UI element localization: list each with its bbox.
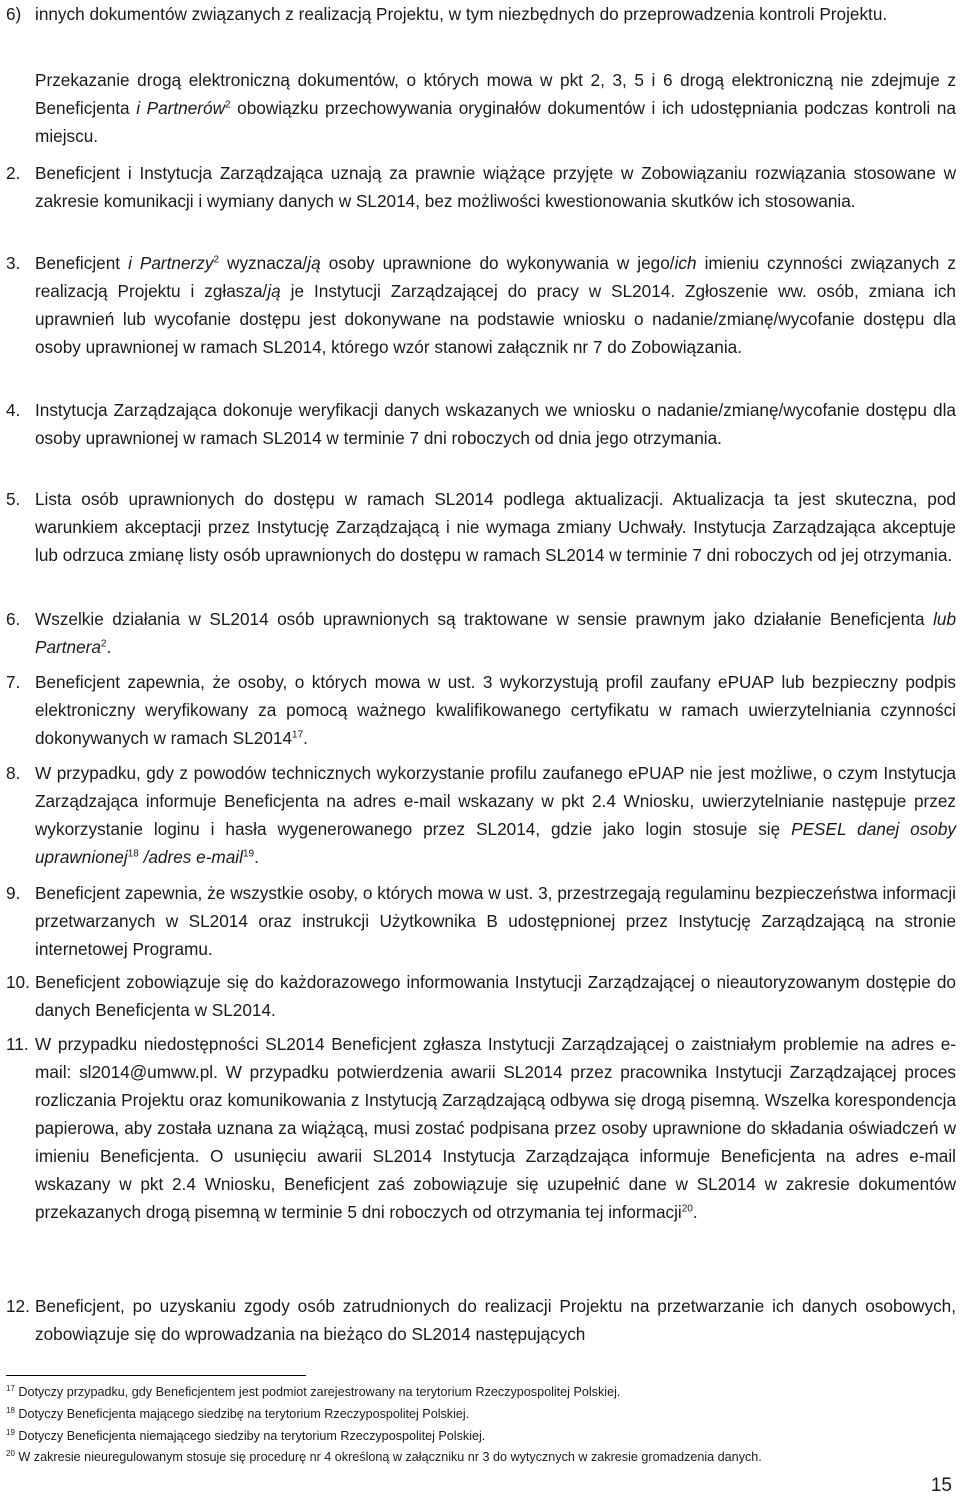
item-text: Lista osób uprawnionych do dostępu w ramach SL2014 podlega aktualizacji. Aktualizacja ta jest skuteczna, pod warunkiem akceptacji przez Instytucję Zarządzającą i nie wymaga zmiany Uchwały. Instytucja Zarządzająca akceptuje lub odrzuca zmianę listy osób uprawnionych do dostępu w ramach SL2014 w terminie 7 dni roboczych od jej otrzymania.	[35, 489, 956, 565]
item-number: 4.	[6, 400, 21, 420]
item-number: 8.	[6, 763, 21, 783]
list-item-10	[6, 968, 956, 1024]
item-text: Beneficjent i Partnerzy$^2$ wyznacza/ją osoby uprawnione do wykonywania w jego/ich imieniu czynności związanych z realizacją Projektu i zgłasza/ją je Instytucji Zarządzającej do pracy w SL2014. Zgłoszenie ww. osób, zmiana ich uprawnień lub wycofanie dostępu jest dokonywane na podstawie wniosku o nadanie/zmianę/wycofanie dostępu dla osoby uprawnionej w ramach SL2014, którego wzór stanowi załącznik nr 7 do Zobowiązania.	[35, 253, 956, 357]
footnote-separator	[6, 1375, 306, 1376]
intro-text-1: Przekazanie drogą elektroniczną dokumentów, o których mowa w pkt 2, 3, 5 i 6 drogą elektroniczną nie zdejmuje z Beneficjenta	[35, 70, 956, 118]
footnote-ref: 2	[213, 254, 220, 266]
footnote-ref: 2	[225, 99, 231, 111]
list-item-4	[6, 396, 956, 452]
item-text: Wszelkie działania w SL2014 osób uprawnionych są traktowane w sensie prawnym jako działanie Beneficjenta lub Partnera$^2$.	[35, 609, 956, 657]
footnote-ref: 20	[681, 1203, 693, 1215]
footnote-ref: 19	[242, 848, 255, 860]
item-text: W przypadku niedostępności SL2014 Beneficjent zgłasza Instytucji Zarządzającej o zaistniałym problemie na adres e-mail: sl2014@umww.pl. W przypadku potwierdzenia awarii SL2014 przez pracownika Instytucji Zarządzającej proces rozliczania Projektu oraz komunikowania z Instytucją Zarządzającą odbywa się drogą pisemną. Wszelka korespondencja papierowa, aby została uznana za wiążącą, musi zostać podpisana przez osoby uprawnione do składania oświadczeń w imieniu Beneficjenta. O usunięciu awarii SL2014 Instytucja Zarządzająca informuje Beneficjenta na adres e-mail wskazany w pkt 2.4 Wniosku, Beneficjent zaś zobowiązuje się uzupełnić dane w SL2014 w zakresie dokumentów przekazanych drogą pisemną w terminie 5 dni roboczych od otrzymania tej informacji$^{20}$.	[35, 1034, 956, 1222]
item-text: innych dokumentów związanych z realizacją Projektu, w tym niezbędnych do przeprowadzenia kontroli Projektu.	[35, 4, 888, 24]
list-item-6	[6, 605, 956, 661]
item-text: Beneficjent, po uzyskaniu zgody osób zatrudnionych do realizacji Projektu na przetwarzanie ich danych osobowych, zobowiązuje się do wprowadzania na bieżąco do SL2014 następujących	[35, 1296, 956, 1344]
footnote-ref: 17	[292, 729, 304, 741]
list-item-3	[6, 249, 956, 361]
page-number: 15	[930, 1475, 952, 1496]
item-number: 7.	[6, 672, 21, 692]
item-text: W przypadku, gdy z powodów technicznych wykorzystanie profilu zaufanego ePUAP nie jest możliwe, o czym Instytucja Zarządzająca informuje Beneficjenta na adres e-mail wskazany w pkt 2.4 Wniosku, uwierzytelnianie następuje przez wykorzystanie loginu i hasła wygenerowanego przez SL2014, gdzie jako login stosuje się PESEL danej osoby uprawnionej$^{18}$ /adres e-mail$^{19}$.	[35, 763, 957, 867]
item-number: 12.	[6, 1296, 30, 1316]
footnote-20: $^{20}$ W zakresie nieuregulowanym stosuje się procedurę nr 4 określoną w załączniku nr 3 do wytycznych w zakresie gromadzenia danych.	[6, 1448, 762, 1464]
item-number: 2.	[6, 163, 21, 183]
list-item-11	[6, 1030, 956, 1226]
footnote-17: $^{17}$ Dotyczy przypadku, gdy Beneficjentem jest podmiot zarejestrowany na terytorium Rzeczypospolitej Polskiej.	[6, 1383, 621, 1399]
list-item-9	[6, 879, 956, 963]
footnote-18: $^{18}$ Dotyczy Beneficjenta mającego siedzibę na terytorium Rzeczypospolitej Polskiej.	[6, 1405, 470, 1421]
footnote-19: $^{19}$ Dotyczy Beneficjenta niemającego siedziby na terytorium Rzeczypospolitej Polskiej.	[6, 1427, 486, 1443]
item-number: 6)	[6, 4, 22, 24]
list-item-2	[6, 159, 956, 215]
item-number: 11.	[6, 1034, 29, 1054]
intro-italic: i Partnerów	[136, 98, 225, 118]
item-text: Beneficjent zapewnia, że wszystkie osoby, o których mowa w ust. 3, przestrzegają regulaminu bezpieczeństwa informacji przetwarzanych w SL2014 oraz instrukcji Użytkownika B udostępnionej przez Instytucję Zarządzającą na stronie internetowej Programu.	[35, 883, 956, 959]
footnote-ref: 2	[100, 638, 107, 650]
intro-text-2: obowiązku przechowywania oryginałów dokumentów i ich udostępniania podczas kontroli na miejscu.	[35, 98, 956, 146]
item-text: Instytucja Zarządzająca dokonuje weryfikacji danych wskazanych we wniosku o nadanie/zmianę/wycofanie dostępu dla osoby uprawnionej w ramach SL2014 w terminie 7 dni roboczych od dnia jego otrzymania.	[35, 400, 956, 448]
item-number: 6.	[6, 609, 21, 629]
list-item-12	[6, 1292, 956, 1348]
item-number: 9.	[6, 883, 21, 903]
item-text: Beneficjent zapewnia, że osoby, o których mowa w ust. 3 wykorzystują profil zaufany ePUAP lub bezpieczny podpis elektroniczny weryfikowany za pomocą ważnego kwalifikowanego certyfikatu w ramach uwierzytelniania czynności dokonywanych w ramach SL2014$^{17}$.	[35, 672, 956, 748]
footnote-ref: 18	[127, 848, 139, 860]
list-item-8	[6, 759, 956, 871]
list-item-7	[6, 668, 956, 752]
item-number: 10.	[6, 972, 30, 992]
list-item-5	[6, 485, 956, 569]
item-text: Beneficjent zobowiązuje się do każdorazowego informowania Instytucji Zarządzającej o nieautoryzowanym dostępie do danych Beneficjenta w SL2014.	[35, 972, 956, 1020]
intro-paragraph	[35, 66, 956, 150]
list-item-6-documents	[6, 0, 956, 28]
item-number: 3.	[6, 253, 21, 273]
item-text: Beneficjent i Instytucja Zarządzająca uznają za prawnie wiążące przyjęte w Zobowiązaniu rozwiązania stosowane w zakresie komunikacji i wymiany danych w SL2014, bez możliwości kwestionowania skutków ich stosowania.	[35, 163, 956, 211]
item-number: 5.	[6, 489, 21, 509]
